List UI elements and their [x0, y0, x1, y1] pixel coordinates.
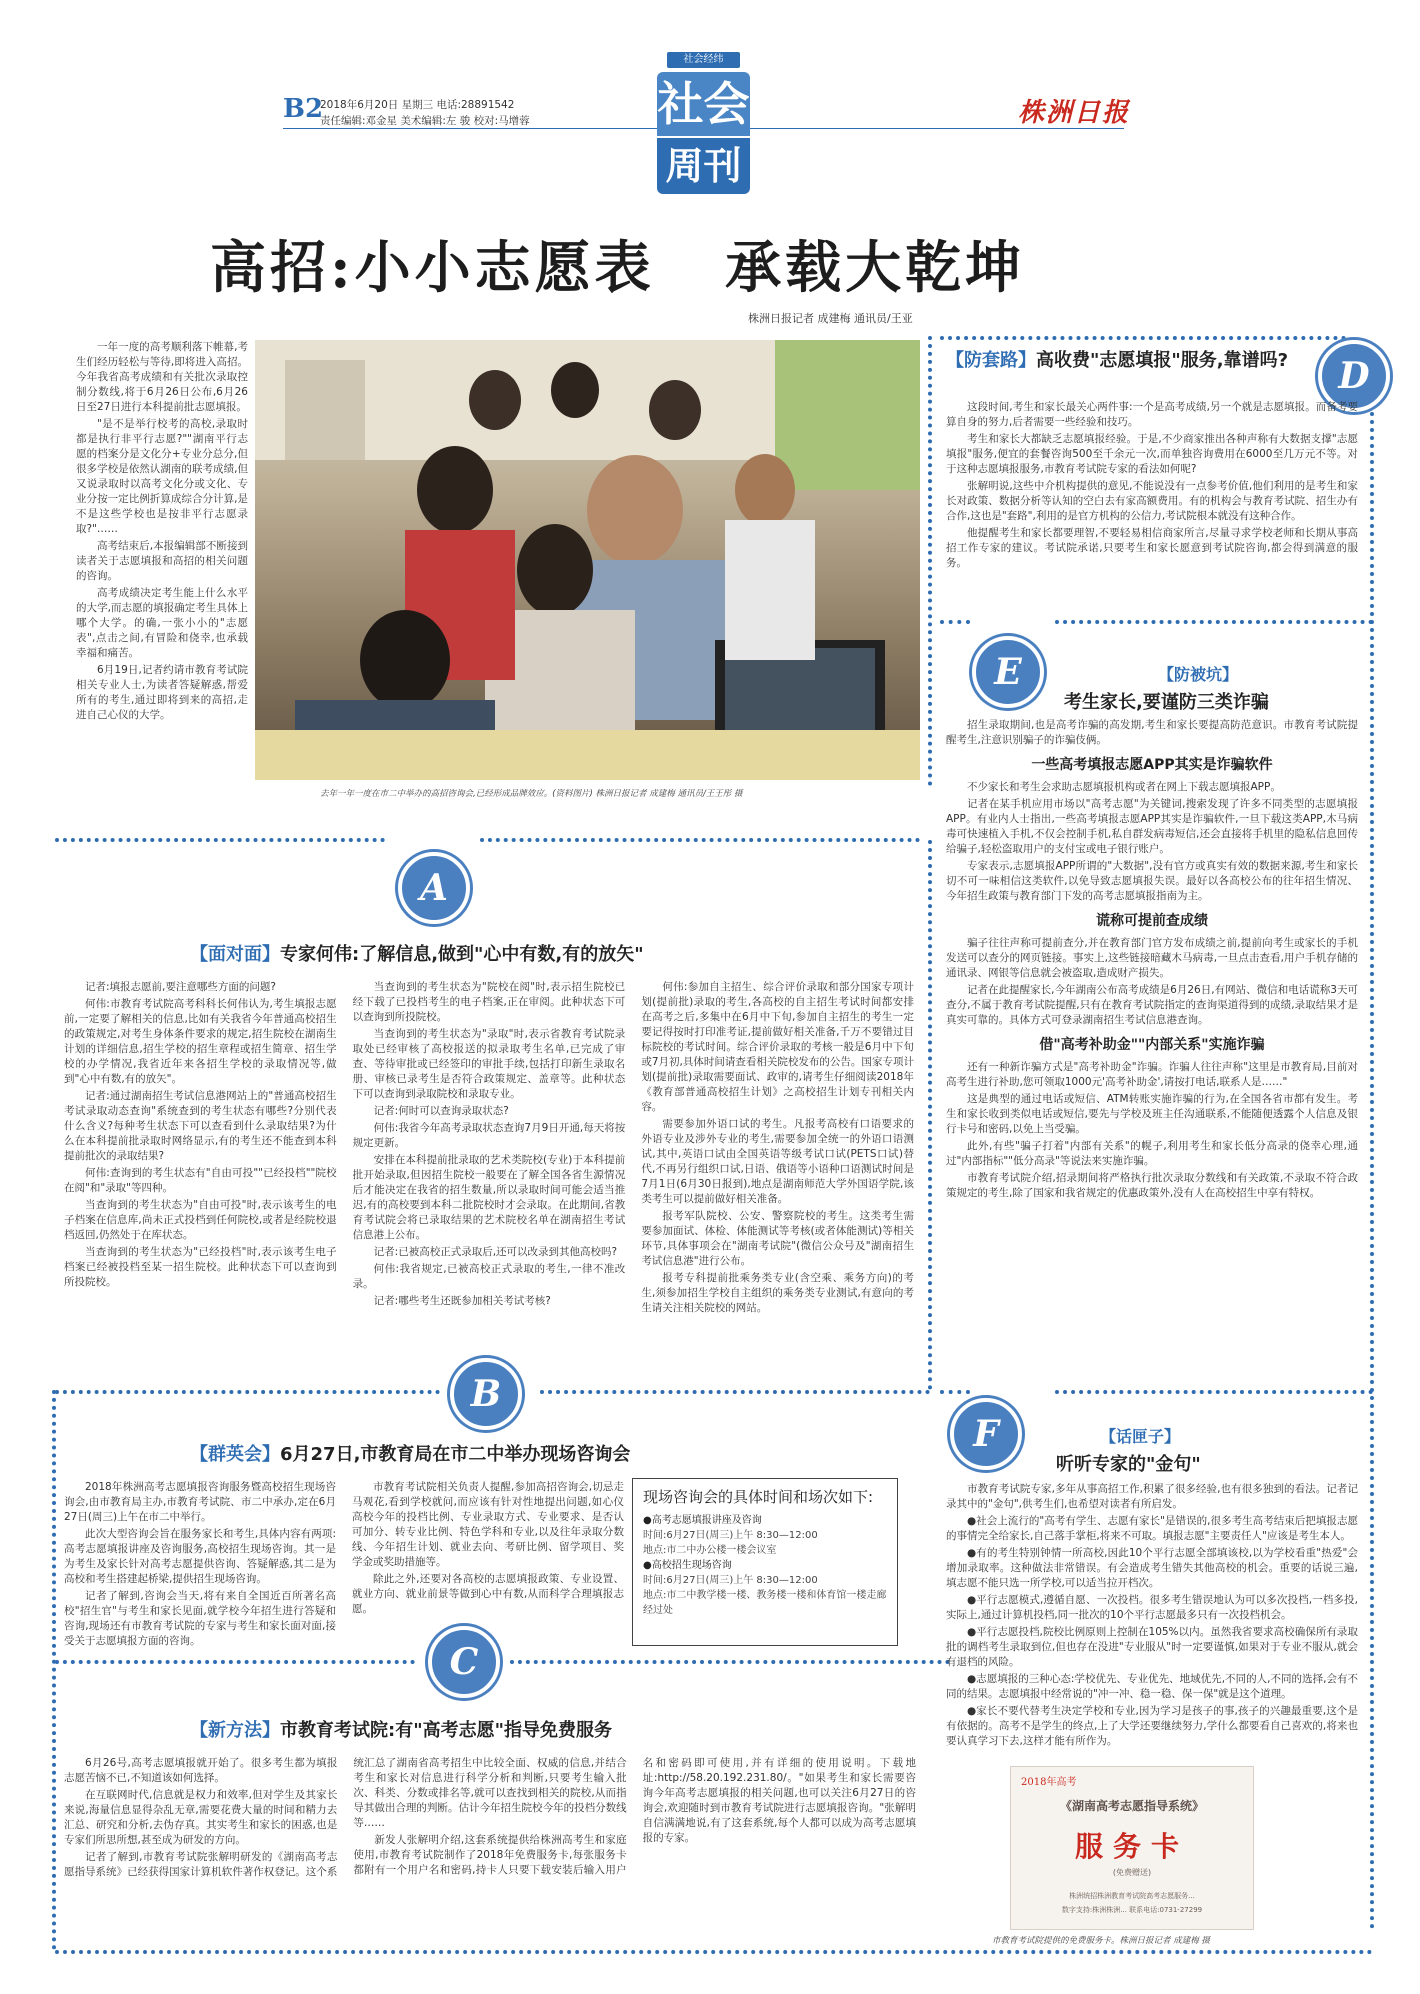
date-line: 2018年6月20日 星期三 电话:28891542: [320, 99, 515, 111]
section-a-paragraph: 当查询到的考生状态为"录取"时,表示省教育考试院录取处已经审核了高校报送的拟录取考生名单,已完成了审查、等待审批或已经签印的审批手续,包括打印新生录取名册、审核已录考生是否符合政策规定、盖章等。此种状态下可以查询到录取院校和录取专业。: [352, 1028, 626, 1100]
schedule-item: 时间:6月27日(周三)上午 8:30—12:00: [643, 1530, 818, 1541]
section-e-paragraph: 不少家长和考生会求助志愿填报机构或者在网上下载志愿填报APP。: [967, 781, 1281, 793]
section-d-letter: D: [1318, 340, 1390, 412]
section-c-paragraph: 记者了解到,市教育考试院张解明研发的《湖南高考志愿指导系统》已经获得国家计算机软件著作权登记。这个系统汇总了湖南省高考招生中比较全面、权威的信息,并结合考生和家长对信息进行科学分析和判断,只要考生输入批次、科类、分数或排名等,就可以查找到相关的院校,从而指导其做出合理的判断。估计今年招生院校今年的投档分数线等……: [64, 1757, 627, 1878]
section-e-paragraph: 记者在此提醒家长,今年湖南公布高考成绩是6月26日,有网站、微信和电话谎称3天可查分,不属于教育考试院提醒,只有在教育考试院指定的查询渠道得到的成绩,录取结果才是真实可靠的。具体方式可登录湖南招生考试信息港查询。: [946, 984, 1358, 1026]
section-f-item: ●平行志愿投档,院校比例原则上控制在105%以内。虽然我省要求高校确保所有录取批的调档考生录取到位,但也存在没进"专业服从"时一定要谨慎,如果对于专业不服从,就会有退档的风险。: [946, 1626, 1358, 1668]
section-a-paragraph: 当查询到的考生状态为"自由可投"时,表示该考生的电子档案在信息库,尚未正式投档到任何院校,或者是经院校退档返回,仍然处于在库状态。: [64, 1199, 337, 1241]
section-d-body: [946, 400, 1358, 615]
intro-paragraph: 6月19日,记者约请市教育考试院相关专业人士,为读者答疑解惑,帮爱所有的考生,通过即将到来的高招,走进自己心仪的大学。: [76, 664, 248, 721]
section-f-item: ●志愿填报的三种心态:学校优先、专业优先、地域优先,不同的人,不同的选择,会有不同的结果。志愿填报中经常说的"冲一冲、稳一稳、保一保"就是这个道理。: [946, 1673, 1358, 1700]
section-c-heading: [190, 1716, 612, 1742]
dotted-divider: [1370, 380, 1374, 1930]
section-d-title: 高收费"志愿填报"服务,靠谱吗?: [1036, 350, 1289, 371]
section-a-paragraph: 何伟:我省规定,已被高校正式录取的考生,一律不准改录。: [352, 1263, 626, 1290]
card-title: 服务卡: [1074, 1830, 1189, 1863]
section-f-title: 听听专家的"金句": [1056, 1454, 1201, 1475]
section-a-heading: [190, 940, 644, 966]
section-a-paragraph: 记者:填报志愿前,要注意哪些方面的问题?: [85, 981, 276, 993]
section-e-lead: 招生录取期间,也是高考诈骗的高发期,考生和家长要提高防范意识。市教育考试院提醒考生,注意识别骗子的诈骗伎俩。: [946, 719, 1358, 746]
section-a-paragraph: 何伟:查询到的考生状态有"自由可投""已经投档""院校在阅"和"录取"等四种。: [64, 1167, 337, 1194]
section-f-lead: 市教育考试院专家,多年从事高招工作,积累了很多经验,也有很多独到的看法。记者记录其中的"金句",供考生们,也希望对读者有所启发。: [946, 1483, 1358, 1510]
section-b-tag: 【群英会】: [190, 1444, 280, 1465]
section-a-paragraph: 记者:通过湖南招生考试信息港网站上的"普通高校招生考试录取动态查询"系统查到的考生状态有哪些?分别代表什么含义?每种考生状态下可以查看到什么录取结果?为什么在本科提前批录取时网络显示,有的考生还不能查到本科提前批次的录取结果?: [64, 1090, 337, 1162]
dotted-divider: [940, 1390, 970, 1394]
section-d-paragraph: 张解明说,这些中介机构提供的意见,不能说没有一点参考价值,他们利用的是考生和家长对政策、数据分析等认知的空白去有家高额费用。有的机构会与教育考试院、招生办有合作,这也是"套路",利用的是官方机构的公信力,考试院根本就没有这种合作。: [946, 480, 1358, 522]
dotted-divider: [55, 1660, 415, 1664]
schedule-item: ●高校招生现场咨询: [643, 1560, 732, 1571]
section-c-body: [64, 1756, 916, 1942]
section-small-label: 社会经纬: [667, 52, 740, 68]
section-a-body: [64, 980, 914, 1380]
section-a-paragraph: 报考专科提前批乘务类专业(含空乘、乘务方向)的考生,须参加招生学校自主组织的乘务类专业测试,有意向的考生请关注相关院校的网站。: [641, 1272, 914, 1314]
section-b-heading: [190, 1440, 630, 1466]
photo-caption: 去年一年一度在市二中举办的高招咨询会,已经形成品牌效应。(资料图片) 株洲日报记者 成建梅 通讯员/王王彤 摄: [320, 789, 743, 799]
section-a-letter: A: [398, 852, 470, 924]
section-f-tag: 【话匣子】: [1100, 1427, 1181, 1446]
schedule-box: [632, 1478, 898, 1646]
section-e-paragraph: 还有一种新诈骗方式是"高考补助金"诈骗。诈骗人往往声称"这里是市教育局,目前对高考生进行补助,您可领取1000元'高考补助金',请按打电话,联系人是……": [946, 1061, 1358, 1088]
dotted-divider: [55, 838, 385, 842]
card-note: (免费赠送): [1112, 1868, 1152, 1877]
section-e-tag: 【防被坑】: [1158, 665, 1239, 684]
section-a-paragraph: 当查询到的考生状态为"院校在阅"时,表示招生院校已经下载了已投档考生的电子档案,正在审阅。此种状态下可以查询到所投院校。: [352, 981, 626, 1023]
photo-illustration: [255, 340, 920, 780]
schedule-item: 地点:市二中教学楼一楼、教务楼一楼和体育馆一楼走廊经过处: [643, 1590, 887, 1616]
intro-column: [76, 340, 248, 830]
section-f-item: ●平行志愿模式,遵循自愿、一次投档。很多考生错误地认为可以多次投档,一档多投,实际上,通过计算机投档,同一批次的10个平行志愿最多只有一次投档机会。: [946, 1594, 1358, 1621]
section-f-item: ●家长不要代替考生决定学校和专业,因为学习是孩子的事,孩子的兴趣最重要,这个是有依据的。高考不是学生的终点,上了大学还要继续努力,学什么都要看自己喜欢的,将来也要认真学习下去,这样才能有所作为。: [946, 1705, 1358, 1747]
section-e-paragraph: 这是典型的通过电话或短信、ATM转账实施诈骗的行为,在全国各省市都有发生。考生和家长收到类似电话或短信,要先与学校及班主任沟通联系,不能随便透露个人信息及银行卡号和密码,以免上当受骗。: [946, 1093, 1358, 1135]
section-f-body: [946, 1482, 1358, 1760]
section-f-item: ●社会上流行的"高考有学生、志愿有家长"是错误的,很多考生高考结束后把填报志愿的事情完全给家长,自己落手掌柜,将来不可取。填报志愿"主要责任人"应该是考生本人。: [946, 1515, 1358, 1542]
dotted-divider: [1055, 620, 1373, 624]
section-a-paragraph: 安排在本科提前批录取的艺术类院校(专业)于本科提前批开始录取,但因招生院校一般要在了解全国各省生源情况后才能决定在我省的招生数量,所以录取时间可能会适当推迟,有的高校要到本科二批院校时才会录取。在此期间,省教育考试院会将已录取结果的艺术院校名单在湖南招生考试信息港上公布。: [352, 1154, 626, 1241]
section-d-heading: [946, 346, 1288, 372]
intro-paragraph: 一年一度的高考顺利落下帷幕,考生们经历轻松与等待,即将进入高招。今年我省高考成绩和有关批次录取控制分数线,将于6月26日公布,6月26日至27日进行本科提前批志愿填报。: [76, 341, 248, 413]
section-e-paragraph: 骗子往往声称可提前查分,并在教育部门官方发布成绩之前,提前向考生或家长的手机发送可以查分的网页链接。事实上,这些链接暗藏木马病毒,一旦点击查看,用户手机存储的通讯录、网银等信息就会被盗取,造成财产损失。: [946, 937, 1358, 979]
intro-paragraph: "是不是举行校考的高校,录取时都是执行非平行志愿?""湖南平行志愿的档案分是文化分+专业分总分,但很多学校是依然认湖南的联考成绩,但又说录取时以高考文化分或文化、专业分按一定比例折算成综合分计算,是不是这些学校也是按非平行志愿录取?"……: [76, 418, 248, 535]
section-badge: [657, 52, 750, 202]
section-e-subheading: 谎称可提前查成绩: [1096, 913, 1208, 929]
intro-paragraph: 高考成绩决定考生能上什么水平的大学,而志愿的填报确定考生具体上哪个大学。的确,一张小小的"志愿表",点击之间,有冒险和侥幸,也承载幸福和痛苦。: [76, 587, 248, 659]
section-a-paragraph: 当查询到的考生状态为"已经投档"时,表示该考生电子档案已经被投档至某一招生院校。此种状态下可以查询到所投院校。: [64, 1246, 337, 1288]
section-b-paragraph: 记者了解到,咨询会当天,将有来自全国近百所著名高校"招生官"与考生和家长见面,就学校今年招生进行答疑和咨询,现场还有市教育考试院的专家与考生和家长面对面,接受关于志愿填报方面的咨询。: [64, 1590, 336, 1647]
section-e-paragraph: 市教育考试院介绍,招录期间将严格执行批次录取分数线和有关政策,不录取不符合政策规定的考生,除了国家和我省规定的优惠政策外,没有人在高校招生中享有特权。: [946, 1172, 1358, 1199]
section-e-letter: E: [972, 636, 1044, 708]
dotted-divider: [52, 1390, 56, 1950]
section-e-subheading: 一些高考填报志愿APP其实是诈骗软件: [1031, 757, 1273, 773]
byline: 株洲日报记者 成建梅 通讯员/王亚: [748, 312, 913, 325]
schedule-item: 地点:市二中办公楼一楼会议室: [643, 1545, 777, 1556]
dotted-divider: [55, 1390, 440, 1394]
section-a-title: 专家何伟:了解信息,做到"心中有数,有的放矢": [280, 944, 644, 965]
section-a-paragraph: 记者:哪些考生还既参加相关考试考核?: [373, 1295, 551, 1307]
section-b-paragraph: 市教育考试院相关负责人提醒,参加高招咨询会,切忌走马观花,看到学校就问,而应该有针对性地提出问题,如心仪高校今年的投档比例、专业录取方式、专业要求、是否认可加分、转专业比例、特色学科和专业,以及往年录取分数线、今年招生计划、就业去向、考研比例、留学项目、奖学金或奖助措施等。: [352, 1481, 624, 1568]
section-c-letter: C: [428, 1626, 500, 1698]
dotted-divider: [480, 838, 920, 842]
dotted-divider: [540, 1390, 930, 1394]
dotted-divider: [940, 620, 970, 624]
section-a-paragraph: 报考军队院校、公安、警察院校的考生。这类考生需要参加面试、体检、体能测试等考核(或者体能测试)等相关环节,具体事项会在"湖南考试院"(微信公众号及"湖南招生考试信息港"进行公布。: [641, 1210, 914, 1267]
section-b-paragraph: 2018年株洲高考志愿填报咨询服务暨高校招生现场咨询会,由市教育局主办,市教育考试院、市二中承办,定在6月27日(周三)上午在市二中举行。: [64, 1481, 336, 1523]
news-photo: [255, 340, 920, 780]
card-foot: 株洲统招株洲教育考试院高考志愿服务...: [1069, 1892, 1195, 1900]
section-e-paragraph: 此外,有些"骗子打着"内部有关系"的幌子,利用考生和家长低分高录的侥幸心理,通过"内部指标""低分高录"等说法来实施诈骗。: [946, 1140, 1358, 1167]
intro-paragraph: 高考结束后,本报编辑部不断接到读者关于志愿填报和高招的相关问题的咨询。: [76, 540, 248, 582]
masthead: [0, 0, 1420, 200]
section-b-title: 6月27日,市教育局在市二中举办现场咨询会: [280, 1444, 631, 1465]
section-a-paragraph: 何伟:市教育考试院高考科科长何伟认为,考生填报志愿前,一定要了解相关的信息,比如有关我省今年普通高校招生的政策规定,对考生身体条件要求的规定,招生院校在湖南生计划的详细信息,招生学校的招生章程或招生简章、招生学校的办学情况,我省近年来各招生学校的录取情况等,做到"心中有数,有的放矢"。: [64, 998, 337, 1085]
card-foot: 数字支持:株洲株洲... 联系电话:0731-27299: [1061, 1906, 1203, 1914]
section-d-paragraph: 他提醒考生和家长都要理智,不要轻易相信商家所言,尽量寻求学校老师和长期从事高招工作专家的建议。考试院承诺,只要考生和家长愿意到考试院咨询,都会得到满意的服务。: [946, 527, 1358, 569]
paper-logo: 株洲日报: [1018, 98, 1131, 128]
schedule-box-title: 现场咨询会的具体时间和场次如下:: [643, 1488, 874, 1506]
section-c-title: 市教育考试院:有"高考志愿"指导免费服务: [280, 1720, 612, 1741]
section-a-paragraph: 需要参加外语口试的考生。凡报考高校有口语要求的外语专业及涉外专业的考生,需要参加全统一的外语口语测试,其中,英语口试由全国英语等级考试口试(PETS口试)替代,不再另行组织口试,日语、俄语等小语种口语测试时间是7月1日(6月30日报到),地点是湖南师范大学外国语学院,该类考生可以提前做好相关准备。: [641, 1118, 914, 1205]
section-e-paragraph: 记者在某手机应用市场以"高考志愿"为关键词,搜索发现了许多不同类型的志愿填报APP。有业内人士指出,一些高考填报志愿APP其实是诈骗软件,一旦下载这类APP,木马病毒可快速植入手机,不仅会控制手机,私自群发病毒短信,还会直接将手机里的隐私信息回传给骗子,轻松盗取用户的支付宝或电子银行账户。: [946, 798, 1358, 855]
dotted-divider: [928, 336, 932, 786]
dotted-divider: [940, 336, 1346, 340]
section-c-paragraph: 新发人张解明介绍,这套系统提供给株洲高考生和家庭使用,市教育考试院制作了2018年免费服务卡,每张服务卡都附有一个用户名和密码,持卡人只要下载安装后输入用户名和密码即可使用,并有详细的使用说明。下载地址:http://58.20.192.231.80/。"如果考生和家长需要咨询今年高考志愿填报的相关问题,也可以关注6月27日的咨询会,欢迎随时到市教育考试院进行志愿填报咨询。"张解明自信满满地说,有了这套系统,每个人都可以成为高考志愿填报的专家。: [353, 1757, 916, 1876]
section-c-tag: 【新方法】: [190, 1720, 280, 1741]
section-f-item: ●有的考生特别钟情一所高校,因此10个平行志愿全部填该校,以为学校看重"热爱"会增加录取率。这种做法非常错误。有会造成考生错失其他高校的机会。重要的话说三遍,填志愿不能只选一所学校,可以适当拉开档次。: [946, 1547, 1358, 1589]
card-caption: 市教育考试院提供的免费服务卡。株洲日报记者 成建梅 摄: [992, 1936, 1210, 1946]
section-c-paragraph: 在互联网时代,信息就是权力和效率,但对学生及其家长来说,海量信息显得杂乱无章,需要花费大量的时间和精力去汇总、研究和分析,去伪存真。其实考生和家长的困惑,也是专家们所思所想,甚至成为研发的方向。: [64, 1789, 338, 1846]
editor-line: 责任编辑:邓金星 美术编辑:左 骏 校对:马增蓉: [320, 115, 530, 127]
section-a-paragraph: 记者:已被高校正式录取后,还可以改录到其他高校吗?: [373, 1246, 618, 1258]
dotted-divider: [928, 840, 932, 1390]
section-c-paragraph: 6月26号,高考志愿填报就开始了。很多考生都为填报志愿苦恼不已,不知道该如何选择。: [64, 1757, 338, 1784]
service-card: [1010, 1766, 1254, 1930]
dotted-divider: [510, 1660, 950, 1664]
card-system-name: 《湖南高考志愿指导系统》: [1059, 1799, 1204, 1813]
page-number: B2: [283, 94, 324, 124]
section-d-paragraph: 这段时间,考生和家长最关心两件事:一个是高考成绩,另一个就是志愿填报。而备考要算自身的努力,后者需要一些经验和技巧。: [946, 401, 1358, 428]
section-sub-label: 周刊: [657, 138, 750, 194]
schedule-item: 时间:6月27日(周三)上午 8:30—12:00: [643, 1575, 818, 1586]
section-e-subheading: 借"高考补助金""内部关系"实施诈骗: [1039, 1037, 1265, 1053]
section-a-tag: 【面对面】: [190, 944, 280, 965]
section-d-paragraph: 考生和家长大都缺乏志愿填报经验。于是,不少商家推出各种声称有大数据支撑"志愿填报"服务,便宜的套餐咨询500至千余元一次,而单独咨询费用在6000至几万元不等。对于这种志愿填报服务,市教育考试院专家的看法如何呢?: [946, 433, 1358, 475]
section-big-label: 社会: [657, 72, 750, 136]
section-a-paragraph: 记者:何时可以查询录取状态?: [373, 1105, 509, 1117]
section-a-paragraph: 何伟:参加自主招生、综合评价录取和部分国家专项计划(提前批)录取的考生,各高校的自主招生考试时间都安排在高考之后,多集中在6月中下旬,参加自主招生的考生一定要记得按时打印准考证,提前做好相关准备,千万不要错过目标院校的考试时间。综合评价录取的考核一般是6月中下旬或7月初,具体时间请查看相关院校发布的公告。国家专项计划(提前批)录取需要面试、政审的,请考生仔细阅读2018年《教育部普通高校招生计划》之高校招生计划专刊相关内容。: [641, 981, 914, 1113]
section-e-body: [946, 718, 1358, 1378]
dotted-divider: [55, 1950, 1373, 1954]
section-f-letter: F: [950, 1398, 1022, 1470]
headline: 高招:小小志愿表 承载大乾坤: [210, 235, 1026, 301]
dotted-divider: [1055, 1390, 1373, 1394]
section-a-paragraph: 何伟:我省今年高考录取状态查询7月9日开通,每天将按规定更新。: [352, 1122, 626, 1149]
section-b-paragraph: 除此之外,还要对各高校的志愿填报政策、专业设置、就业方向、就业前景等做到心中有数,从而科学合理填报志愿。: [352, 1573, 624, 1615]
section-b-letter: B: [450, 1358, 522, 1430]
section-b-paragraph: 此次大型咨询会旨在服务家长和考生,具体内容有两项:高考志愿填报讲座及咨询服务,高校招生现场咨询。其一是为考生及家长针对高考志愿提供咨询、答疑解惑,其二是为高校和考生搭建起桥梁,提供招生现场咨询。: [64, 1528, 336, 1585]
schedule-item: ●高考志愿填报讲座及咨询: [643, 1515, 762, 1526]
section-d-tag: 【防套路】: [946, 350, 1036, 371]
section-e-paragraph: 专家表示,志愿填报APP所谓的"大数据",没有官方或真实有效的数据来源,考生和家长切不可一味相信这类软件,以免导致志愿填报失误。最好以各高校公布的往年招生情况、今年招生政策与教育部门下发的高考志愿填报指南为主。: [946, 860, 1358, 902]
section-e-title: 考生家长,要谨防三类诈骗: [1064, 692, 1269, 713]
section-b-body: [64, 1480, 624, 1650]
card-year-line: 2018年高考: [1021, 1777, 1077, 1788]
